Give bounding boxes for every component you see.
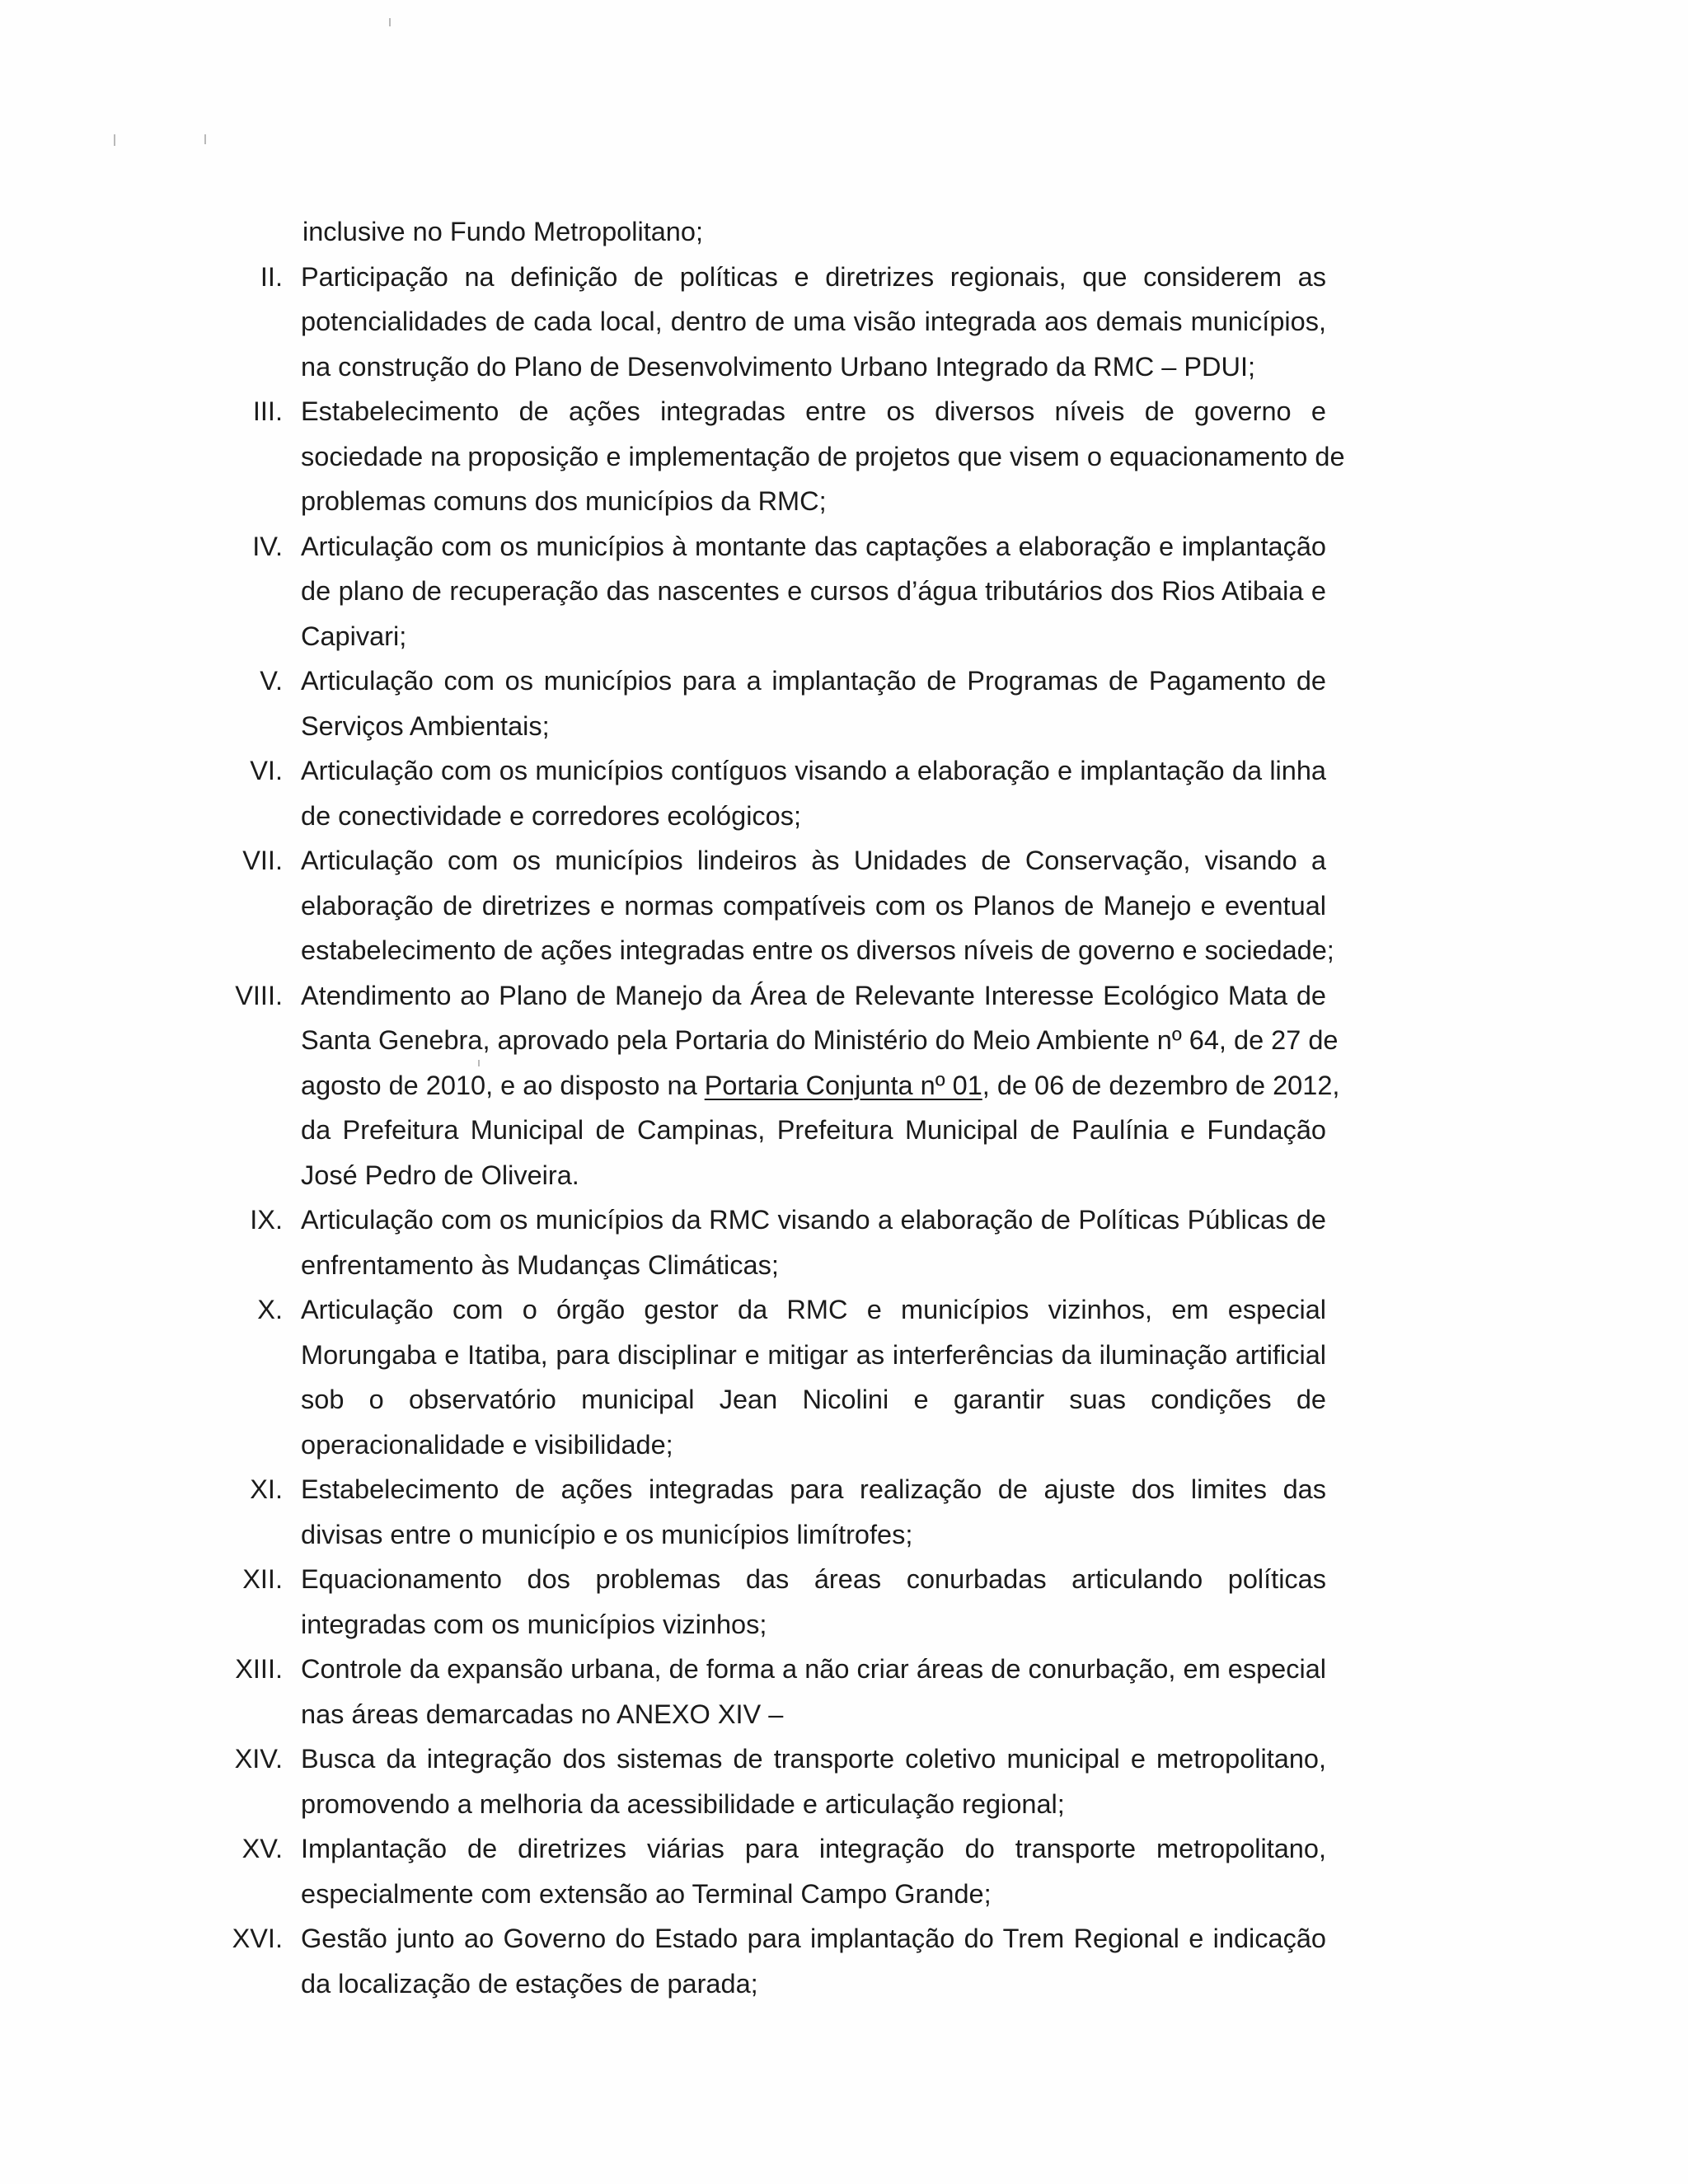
item-number: X. (257, 1295, 283, 1324)
text-line: Implantação de diretrizes viárias para integração do transporte metropolitano, (301, 1834, 1326, 1863)
item-number: VI. (250, 756, 283, 785)
list-item-viii (0, 973, 1688, 1198)
text-line: promovendo a melhoria da acessibilidade e articulação regional; (301, 1788, 1065, 1819)
text-line: operacionalidade e visibilidade; (301, 1429, 673, 1460)
list-item-iv (0, 524, 1688, 659)
item-number: XIII. (235, 1654, 283, 1684)
item-text (301, 1287, 1326, 1467)
text-line: Serviços Ambientais; (301, 710, 550, 741)
text-line: Controle da expansão urbana, de forma a não criar áreas de conurbação, em especial (301, 1654, 1326, 1684)
text-line: estabelecimento de ações integradas entre os diversos níveis de governo e sociedade; (301, 935, 1334, 965)
text-line: nas áreas demarcadas no ANEXO XIV – (301, 1699, 784, 1729)
list-item-xvi (0, 1916, 1688, 2006)
text-line: Capivari; (301, 621, 407, 651)
list-item-ix (0, 1197, 1688, 1287)
text-line: sob o observatório municipal Jean Nicolini e garantir suas condições de (301, 1385, 1326, 1414)
text-line: divisas entre o município e os municípios limítrofes; (301, 1519, 913, 1549)
text-line: potencialidades de cada local, dentro de uma visão integrada aos demais municípios, (301, 307, 1326, 336)
text-line: Estabelecimento de ações integradas para realização de ajuste dos limites das (301, 1474, 1326, 1504)
item-text (301, 1826, 1326, 1916)
item-number: XII. (242, 1564, 283, 1594)
item-number: XI. (250, 1474, 283, 1504)
text-line: sociedade na proposição e implementação de projetos que visem o equacionamento de (301, 441, 1345, 471)
text-line: Articulação com o órgão gestor da RMC e municípios vizinhos, em especial (301, 1295, 1326, 1324)
text-line: Participação na definição de políticas e diretrizes regionais, que considerem as (301, 261, 1326, 292)
scan-speck (204, 134, 206, 144)
portaria-conjunta-link[interactable]: Portaria Conjunta nº 01 (704, 1070, 982, 1100)
item-text (301, 255, 1326, 390)
text-line: de plano de recuperação das nascentes e cursos d’água tributários dos Rios Atibaia e (301, 576, 1326, 606)
item-number: VII. (242, 846, 283, 875)
text-line: da localização de estações de parada; (301, 1968, 758, 1999)
item-text (301, 524, 1326, 659)
item-text (301, 1736, 1326, 1826)
text-line: Articulação com os municípios contíguos visando a elaboração e implantação da linha (301, 756, 1326, 785)
item-number: XV. (241, 1834, 283, 1863)
item-text (301, 389, 1345, 524)
list-item-v (0, 658, 1688, 748)
text-line: Gestão junto ao Governo do Estado para implantação do Trem Regional e indicação (301, 1924, 1326, 1953)
list-item-vii (0, 838, 1688, 973)
list-item-ii (0, 255, 1688, 390)
text-line: Articulação com os municípios lindeiros às Unidades de Conservação, visando a (301, 846, 1326, 875)
item-text (301, 1197, 1326, 1287)
text-line: de conectividade e corredores ecológicos; (301, 800, 802, 831)
text-line: integradas com os municípios vizinhos; (301, 1609, 767, 1639)
text-line: elaboração de diretrizes e normas compatíveis com os Planos de Manejo e eventual (301, 890, 1326, 921)
text-line: da Prefeitura Municipal de Campinas, Prefeitura Municipal de Paulínia e Fundação (301, 1115, 1326, 1145)
item-text (301, 1647, 1326, 1736)
item-number: V. (260, 666, 283, 696)
text-line: especialmente com extensão ao Terminal Campo Grande; (301, 1878, 992, 1909)
text-segment: agosto de 2010, e ao disposto na (301, 1070, 705, 1100)
item-number: II. (260, 261, 283, 292)
item-text (301, 838, 1334, 973)
text-line: enfrentamento às Mudanças Climáticas; (301, 1249, 779, 1280)
item-number: III. (252, 396, 283, 426)
text-line: Santa Genebra, aprovado pela Portaria do Ministério do Meio Ambiente nº 64, de 27 de (301, 1025, 1339, 1055)
list-item-xiv (0, 1736, 1688, 1826)
list-item-x (0, 1287, 1688, 1467)
list-item-xv (0, 1826, 1688, 1916)
list-item-xii (0, 1557, 1688, 1647)
text-line: Morungaba e Itatiba, para disciplinar e mitigar as interferências da iluminação artificial (301, 1339, 1326, 1370)
text-line: Equacionamento dos problemas das áreas conurbadas articulando políticas (301, 1564, 1326, 1594)
scan-speck (389, 18, 391, 26)
item-number: VIII. (235, 980, 283, 1010)
text-line: Articulação com os municípios à montante das captações a elaboração e implantação (301, 531, 1326, 561)
text-segment: , de 06 de dezembro de 2012, (982, 1070, 1340, 1100)
item-text (301, 658, 1326, 748)
lead-line: inclusive no Fundo Metropolitano; (302, 217, 703, 246)
text-line: problemas comuns dos municípios da RMC; (301, 486, 827, 516)
item-number: XVI. (232, 1924, 283, 1953)
item-number: IV. (252, 531, 283, 561)
item-text (301, 973, 1340, 1198)
item-text (301, 748, 1326, 838)
item-text (301, 1467, 1326, 1557)
text-line: Atendimento ao Plano de Manejo da Área de Relevante Interesse Ecológico Mata de (301, 980, 1326, 1010)
list-item-iii (0, 389, 1688, 524)
text-line-with-link (301, 1063, 1340, 1108)
item-number: IX. (250, 1205, 283, 1235)
item-text (301, 1916, 1326, 2006)
text-line: Articulação com os municípios para a implantação de Programas de Pagamento de (301, 666, 1326, 696)
text-line: José Pedro de Oliveira. (301, 1160, 579, 1190)
text-line: Estabelecimento de ações integradas entre os diversos níveis de governo e (301, 396, 1326, 426)
text-line: na construção do Plano de Desenvolvimento Urbano Integrado da RMC – PDUI; (301, 351, 1256, 382)
list-item-vi (0, 748, 1688, 838)
text-line: Busca da integração dos sistemas de transporte coletivo municipal e metropolitano, (301, 1744, 1326, 1774)
list-item-xiii (0, 1647, 1688, 1736)
scan-speck (114, 134, 115, 146)
document-body (0, 209, 1688, 2006)
list-item-xi (0, 1467, 1688, 1557)
item-number: XIV. (234, 1744, 283, 1774)
text-line: Articulação com os municípios da RMC visando a elaboração de Políticas Públicas de (301, 1205, 1326, 1235)
item-text (301, 1557, 1326, 1647)
